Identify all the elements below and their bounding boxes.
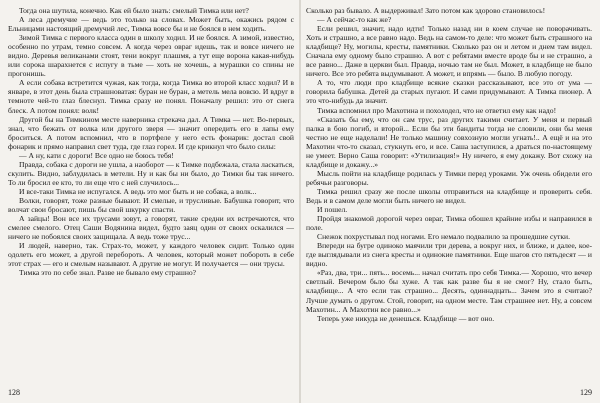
paragraph: «Сказать бы ему, что он сам трус, раз других такими считает. У меня и первый палка в бою погиб, и второй... Если бы эти бандиты тогда не словили, они бы меня честно не еще наделали! Не только машину совхозную могли угнать!.. А ещё и на это Махотин что-то сказал, стукнуть его, и все. Саша заступился, а драться по-настоящему не умеет. Верно Саша говорит: «Утилизация!» Ну ничего, я ему докажу. Вот схожу на кладбище и докажу...» xyxy=(306,114,592,169)
page-number-right: 129 xyxy=(580,388,592,397)
dialogue-line: — А ну, кати с дороги! Все одно не боюсь тебя! xyxy=(19,150,174,160)
paragraph: А то, что люди про кладбище всякие сказки рассказывают, все это от ума — говорила бабушка. Детей да старых пугают. И сами придумывают. А Тимка пионер. А это что-нибудь да значит. xyxy=(306,78,592,106)
paragraph: Мысль пойти на кладбище родилась у Тимки перед уроками. Уж очень обидели его ребячьи разговоры. xyxy=(306,168,592,187)
paragraph: Если решил, значит, надо идти! Только назад ни в коем случае не поворачивать. Хоть и страшно, а все равно надо. Ведь на самом-то деле: что может быть страшного на кладбище? Ну, могилы, кресты, памятники. Сколько раз он и летом и днем там видел. Сначала ему одному было страшно. А вот с ребятами вместе вроде бы и не страшно, а все равно... Даже в церкви был. Правда, ночью там не был. Может, в кладбище не было ничего. Все это ребята выдумывают. А может, и впрямь — было. В любую погоду. xyxy=(306,24,592,79)
paragraph: А зайцы! Вон все их трусами зовут, а говорят, такие средни их встречаются, что смелее смелого. Отец Саши Водянина видел, будто заяц один от своих оскалился — ничего не побоялся своих защищала. А ведь тоже трус... xyxy=(8,214,294,242)
paragraph: Другой бы на Тимкином месте наверника стрекача дал. А Тимка — нет. Во-первых, знал, что бежать от волка или другого зверя — значит опередить его в лапы ему броситься. А потом вспомнил, что в портфеле у него есть фонарик: достал свой фонарик и прямо направил свет туда, где глаз горел. И где крикнул что было силы: xyxy=(8,114,294,151)
paragraph: Тимка решил сразу же после школы отправиться на кладбище и проверить себя. Ведь и в самом деле могли быть ничего не видел. xyxy=(306,186,592,205)
paragraph: А если собака встретится чужая, как тогда, когда Тимка во второй класс ходил? И в январе, в этот день была страшноватая: буран не буран, а метель мела вовсю. И вдруг в темноте чей-то глаз блеснул. Тимка сразу не понял. Поначалу решил: это от снега блеск. А потом понял: волк! xyxy=(8,78,294,115)
paragraph: Сколько раз бывало. А выдерживал! Зато потом как здорово становилось! xyxy=(306,6,546,15)
paragraph: И людей, наверно, так. Страх-то, может, у каждого человек сидит. Только один одолеть его может, а другой перебороть. А человек, который может побороть в себе этот страх — его и смелым называют. А другие не могут. И получается — они трусы. xyxy=(8,241,294,269)
paragraph: Снежок похрустывал под ногами. Его немало подвалило за прошедшие сутки. xyxy=(317,232,570,242)
paragraph: Тимка вспомнил про Махотина и похолодел, что не ответил ему как надо! xyxy=(317,105,557,115)
right-page xyxy=(300,0,600,403)
paragraph: Волки, говорят, тоже разные бывают. И смелые, и трусливые. Бабушка говорит, что волчат свои бросают, пишь бы свой шкурку спасти. xyxy=(8,195,294,215)
paragraph: Тимка это по себе знал. Разве не бывало ему страшно? xyxy=(19,268,197,278)
paragraph: Теперь уже никуда не денешься. Кладбище — вот оно. xyxy=(317,313,495,323)
dialogue-line: — А сейчас-то как же? xyxy=(317,15,392,25)
paragraph: Зимой Тимка с первого класса один в школу ходил. И не боялся. А зимой, известно, особенно по утрам, темно совсем. А когда через овраг идешь, так и вовсе ничего не видно. Деревья великанами стоят, тени вокруг плашмя, а тут еще ворона какая-нибудь или сорока шарахнется с испугу в тьме — хоть не хочешь, а мурашки со спины не прогонишь. xyxy=(8,33,294,79)
paragraph: Пройдя знакомой дорогой через овраг, Тимка обошел крайние избы и направился в поле. xyxy=(306,214,592,233)
paragraph: Правда, собака с дороги не ушла, а наоборот — к Тимке подбежала, стала ласкаться, скулить. Видно, заблудилась в метели. Ну и как бы ни было, до Тимки бы так ничего. То ли бросил ее кто, то ли еще что с ней случилось... xyxy=(8,159,294,187)
paragraph: А леса дремучие — ведь это только на словах. Может быть, окажись рядом с Ельницами настоящий дремучий лес, Тимка вовсе бы и не боялся в нем ходить. xyxy=(8,15,294,34)
paragraph: И пошел. xyxy=(317,205,348,215)
paragraph: «Раз, два, три... пять... восемь... начал считать про себя Тимка.— Хорошо, что вечер светлый. Вечером бьло бы хуже. А так как разве бы я не смог? Ну, стало быть, кладбище... А что если так страшно... Десять, одиннадцать... Зачем это я считаю? Лучше думать о другом. Стой, говорит, на одном месте. Там страшнее нет. Ну, а совсем Махотин... А Махотин все равно...» xyxy=(306,268,592,314)
page-number-left: 128 xyxy=(8,388,20,397)
paragraph: Впереди на бугре одиноко маячили три дерева, а вокруг них, и ближе, и далее, кое-где выглядывали из снега кресты и одинокие памятники. Еще шагов сто пятьдесят — и видно. xyxy=(306,241,592,269)
paragraph: Тогда она шутила, конечно. Как ей было знать: смелый Тимка или нет? xyxy=(19,6,249,15)
paragraph: И все-таки Тимка не испугался. А ведь это мог быть и не собака, а волк... xyxy=(19,186,257,196)
